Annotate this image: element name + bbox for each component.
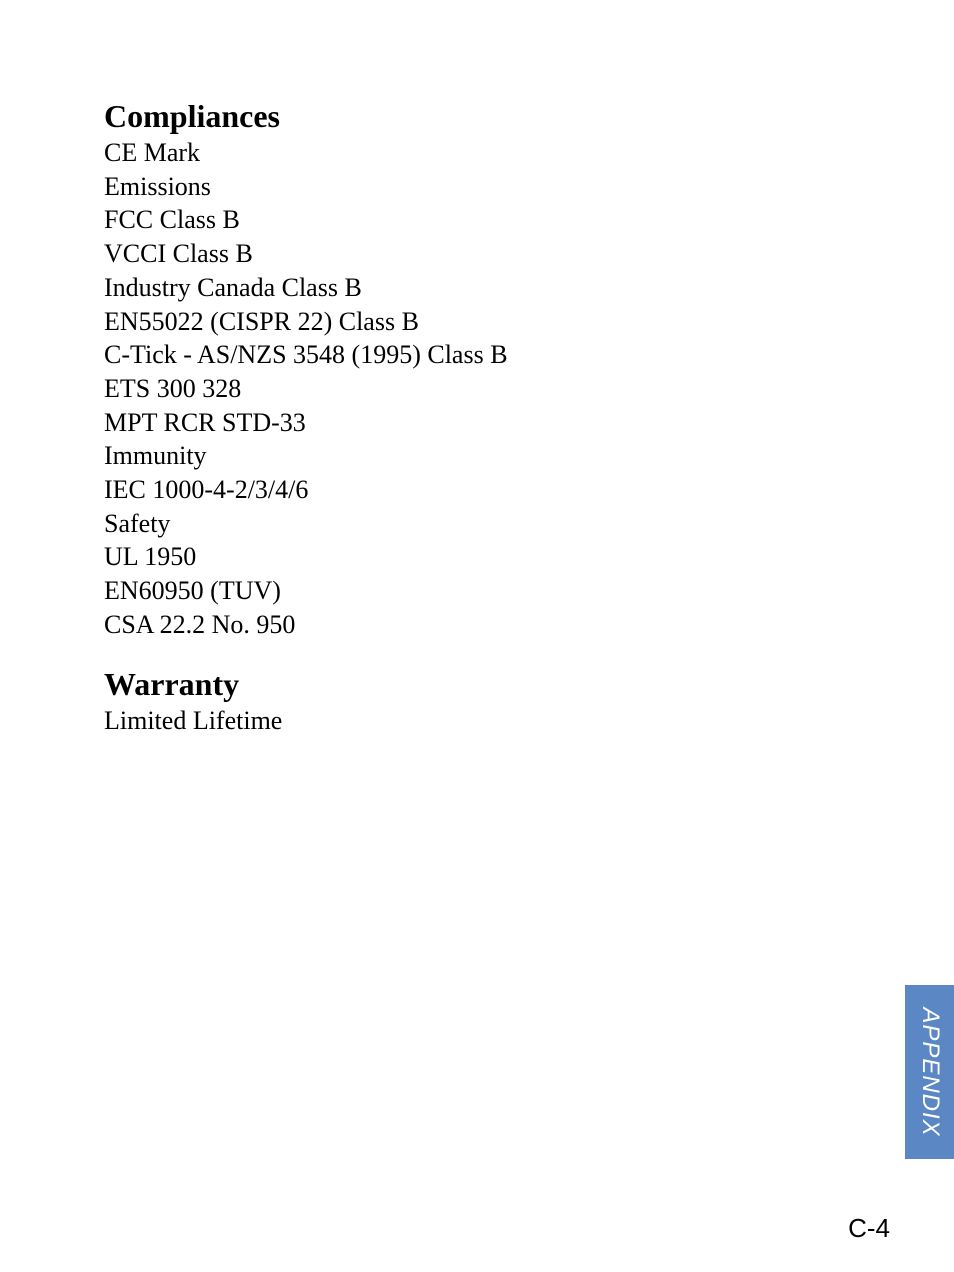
list-item: Emissions (104, 171, 211, 201)
compliances-section (104, 96, 804, 642)
compliances-heading: Compliances (104, 98, 280, 134)
list-item: FCC Class B (104, 205, 240, 235)
list-item: CSA 22.2 No. 950 (104, 609, 296, 639)
list-item: UL 1950 (104, 542, 197, 572)
page-number: C-4 (848, 1213, 890, 1243)
compliances-list (104, 136, 804, 642)
appendix-tab-label: APPENDIX (916, 1007, 944, 1137)
appendix-side-tab (905, 985, 954, 1159)
warranty-list (104, 704, 804, 738)
page-content (104, 96, 804, 737)
list-item: C-Tick - AS/NZS 3548 (1995) Class B (104, 340, 508, 370)
warranty-heading: Warranty (104, 665, 240, 702)
list-item: Limited Lifetime (104, 705, 283, 735)
list-item: Industry Canada Class B (104, 272, 362, 302)
list-item: Immunity (104, 441, 207, 471)
list-item: VCCI Class B (104, 239, 253, 269)
list-item: EN55022 (CISPR 22) Class B (104, 306, 419, 336)
list-item: Safety (104, 508, 171, 538)
list-item: IEC 1000-4-2/3/4/6 (104, 475, 309, 505)
list-item: ETS 300 328 (104, 373, 242, 403)
warranty-section (104, 664, 804, 738)
list-item: CE Mark (104, 138, 201, 167)
list-item: MPT RCR STD-33 (104, 407, 306, 437)
list-item: EN60950 (TUV) (104, 576, 281, 606)
